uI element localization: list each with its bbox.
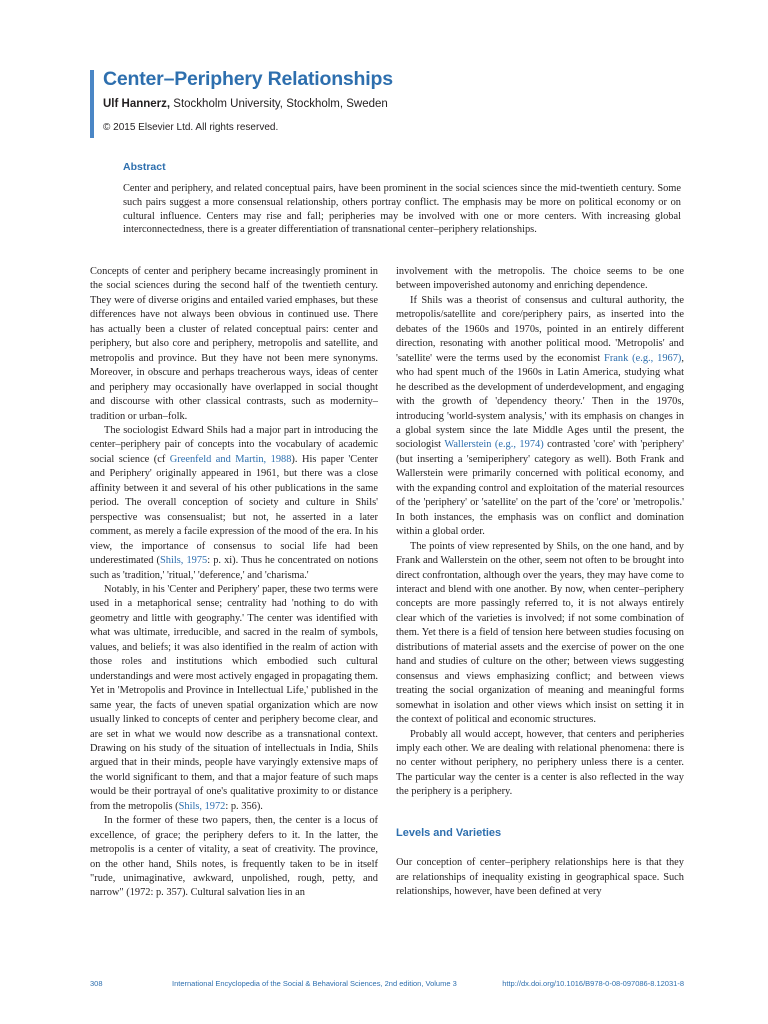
- text-run: If Shils was a theorist of consensus and cultural authority, the metropolis/satellite and core/periphery pairs, as inserted into the debates of the 1960s and 1970s, pointed in an entirely different direction, resonating with another political mood. 'Metropolis' and 'satellite' were the terms used by the economist: [396, 294, 684, 364]
- body-paragraph: [396, 294, 684, 540]
- text-run: : p. 356).: [225, 800, 263, 812]
- body-paragraph: In the former of these two papers, then, the center is a locus of excellence, of grace; the periphery defers to it. In the latter, the metropolis is a center of vitality, a seat of creativity. The province, on the other hand, Shils notes, is frequently taken to be in itself "rude, unimaginative, awkward, unpolished, rough, petty, and narrow" (1972: p. 357). Cultural salvation lies in an: [90, 815, 378, 899]
- article-title: Center–Periphery Relationships: [103, 68, 393, 90]
- title-accent-bar: [90, 70, 94, 138]
- left-column: [90, 265, 378, 901]
- body-paragraph: Probably all would accept, however, that centers and peripheries imply each other. We are dealing with relational phenomena: there is no center without periphery, no periphery unless there is a center. The particular way the center is a center is also reflected in the way the periphery is a periphery.: [396, 728, 684, 798]
- citation-link[interactable]: Shils, 1972: [178, 800, 226, 812]
- citation-link[interactable]: Greenfeld and Martin, 1988: [169, 453, 292, 465]
- body-paragraph: [90, 424, 378, 583]
- right-column: [396, 265, 684, 900]
- text-run: , who had spent much of the 1960s in Latin America, studying what he described as the development of underdevelopment, and engaging with the growth of 'dependency theory.' Then in the 1970s, introducing 'world-system analysis,' with its emphasis on changes in a global system since the late Middle Ages until the present, the sociologist: [396, 352, 684, 451]
- doi-link[interactable]: http://dx.doi.org/10.1016/B978-0-08-097086-8.12031-8: [502, 979, 684, 988]
- author-name: Ulf Hannerz,: [103, 98, 171, 110]
- abstract-heading: Abstract: [123, 161, 166, 173]
- author-affiliation: Stockholm University, Stockholm, Sweden: [170, 98, 388, 110]
- text-run: contrasted 'core' with 'periphery' (but inserting a 'semiperiphery' category as well). Both Frank and Wallerstein were primarily concerned with political economy, and with the expanding control and exploitation of the material resources of the 'periphery' or 'satellite' on the part of the 'core' or 'metropolis.' In both instances, the emphasis was on conflict and domination within a global order.: [396, 439, 684, 538]
- abstract-text: Center and periphery, and related conceptual pairs, have been prominent in the social sciences since the mid-twentieth century. Some such pairs suggest a more consensual relationship, others portray conflict. The emphasis may be more on political economy or on cultural influence. Centers may rise and fall; peripheries may be involved with one or more centers. With increasing global interconnectedness, there is a greater differentiation of transnational center–periphery relationships.: [123, 183, 681, 236]
- text-run: ). His paper 'Center and Periphery' originally appeared in 1961, but there was a close affinity between it and several of his other publications in the same period. The overall conception of society and culture in Shils' perspective was consensualist; but not, he asserted in a later comment, as merely a facile expression of the mood of the era. In his view, the importance of consensus to social life had been underestimated (: [90, 453, 378, 567]
- text-run: Notably, in his 'Center and Periphery' paper, these two terms were used in a metaphorical sense; centrality had 'nothing to do with geometry and little with geography.' The center was identified with what was ultimate, irreducible, and sacred in the realm of symbols, values, and beliefs; it was also identified in the realm of action with those roles and institutions which embodied such cultural understandings and were most actively engaged in propagating them. Yet in 'Metropolis and Province in Intellectual Life,' published in the same year, the facts of uneven spatial organization which are now usually linked to concepts of center and periphery become clear, and are set in what we would now describe as a transnational context. Drawing on his study of the situation of intellectuals in India, Shils argued that in their minds, people have varyingly extensive maps of the world significant to them, and that a major feature of such maps would be their portrayal of one's qualitative proximity to or distance from the metropolis (: [90, 583, 378, 812]
- body-paragraph: [90, 583, 378, 814]
- citation-link[interactable]: Frank (e.g., 1967): [604, 352, 682, 364]
- body-paragraph-continued: involvement with the metropolis. The choice seems to be one between impoverished autonomy and enriching dependence.: [396, 266, 684, 292]
- body-paragraph: The points of view represented by Shils, on the one hand, and by Frank and Wallerstein on the other, seem not often to be brought into direct confrontation, although over the years, they may have come to interact and blend with one another. By now, when center–periphery concepts are more passingly referred to, it is not always entirely clear which of the varieties is involved; if not some combination of them. Yet there is a field of tension here between studies focusing on distributions of material assets and the exercise of power on the one hand and studies of culture on the other; between views suggesting consensus and views emphasizing conflict; and between views treating the social organization of meaning and meaningful forms somewhat in isolation and other views which insist on setting it in the context of political and economic structures.: [396, 540, 684, 726]
- text-run: : p. xi). Thus he concentrated on notions such as 'tradition,' 'ritual,' 'deference,' and 'charisma.': [90, 555, 379, 581]
- citation-link[interactable]: Wallerstein (e.g., 1974): [444, 439, 544, 451]
- section-heading: Levels and Varieties: [396, 826, 502, 839]
- author-line: [103, 98, 388, 110]
- page-number: 308: [90, 979, 103, 988]
- citation-link[interactable]: Shils, 1975: [160, 555, 208, 567]
- body-paragraph: Our conception of center–periphery relationships here is that they are relationships of inequality existing in geographical space. Such relationships, however, have been defined at very: [396, 857, 684, 898]
- text-run: The sociologist Edward Shils had a major part in introducing the center–periphery pair of concepts into the vocabulary of academic social science (cf: [90, 424, 378, 465]
- journal-name: International Encyclopedia of the Social & Behavioral Sciences, 2nd edition, Volume 3: [172, 979, 457, 988]
- body-paragraph: Concepts of center and periphery became increasingly prominent in the social sciences during the second half of the twentieth century. They were of diverse origins and entailed varied emphases, but these differences have not always been obvious in continued use. There has actually been a cluster of related conceptual pairs: center and periphery, but also core and periphery, metropolis and satellite, and metropolis and province. But they have not been mere synonyms. Moreover, in obscure and perhaps treacherous ways, ideas of center and periphery may occasionally have overlapped in social thought and discourse with other classical contrasts, such as modernity–tradition or urban–folk.: [90, 266, 378, 422]
- copyright-notice: © 2015 Elsevier Ltd. All rights reserved.: [103, 122, 279, 133]
